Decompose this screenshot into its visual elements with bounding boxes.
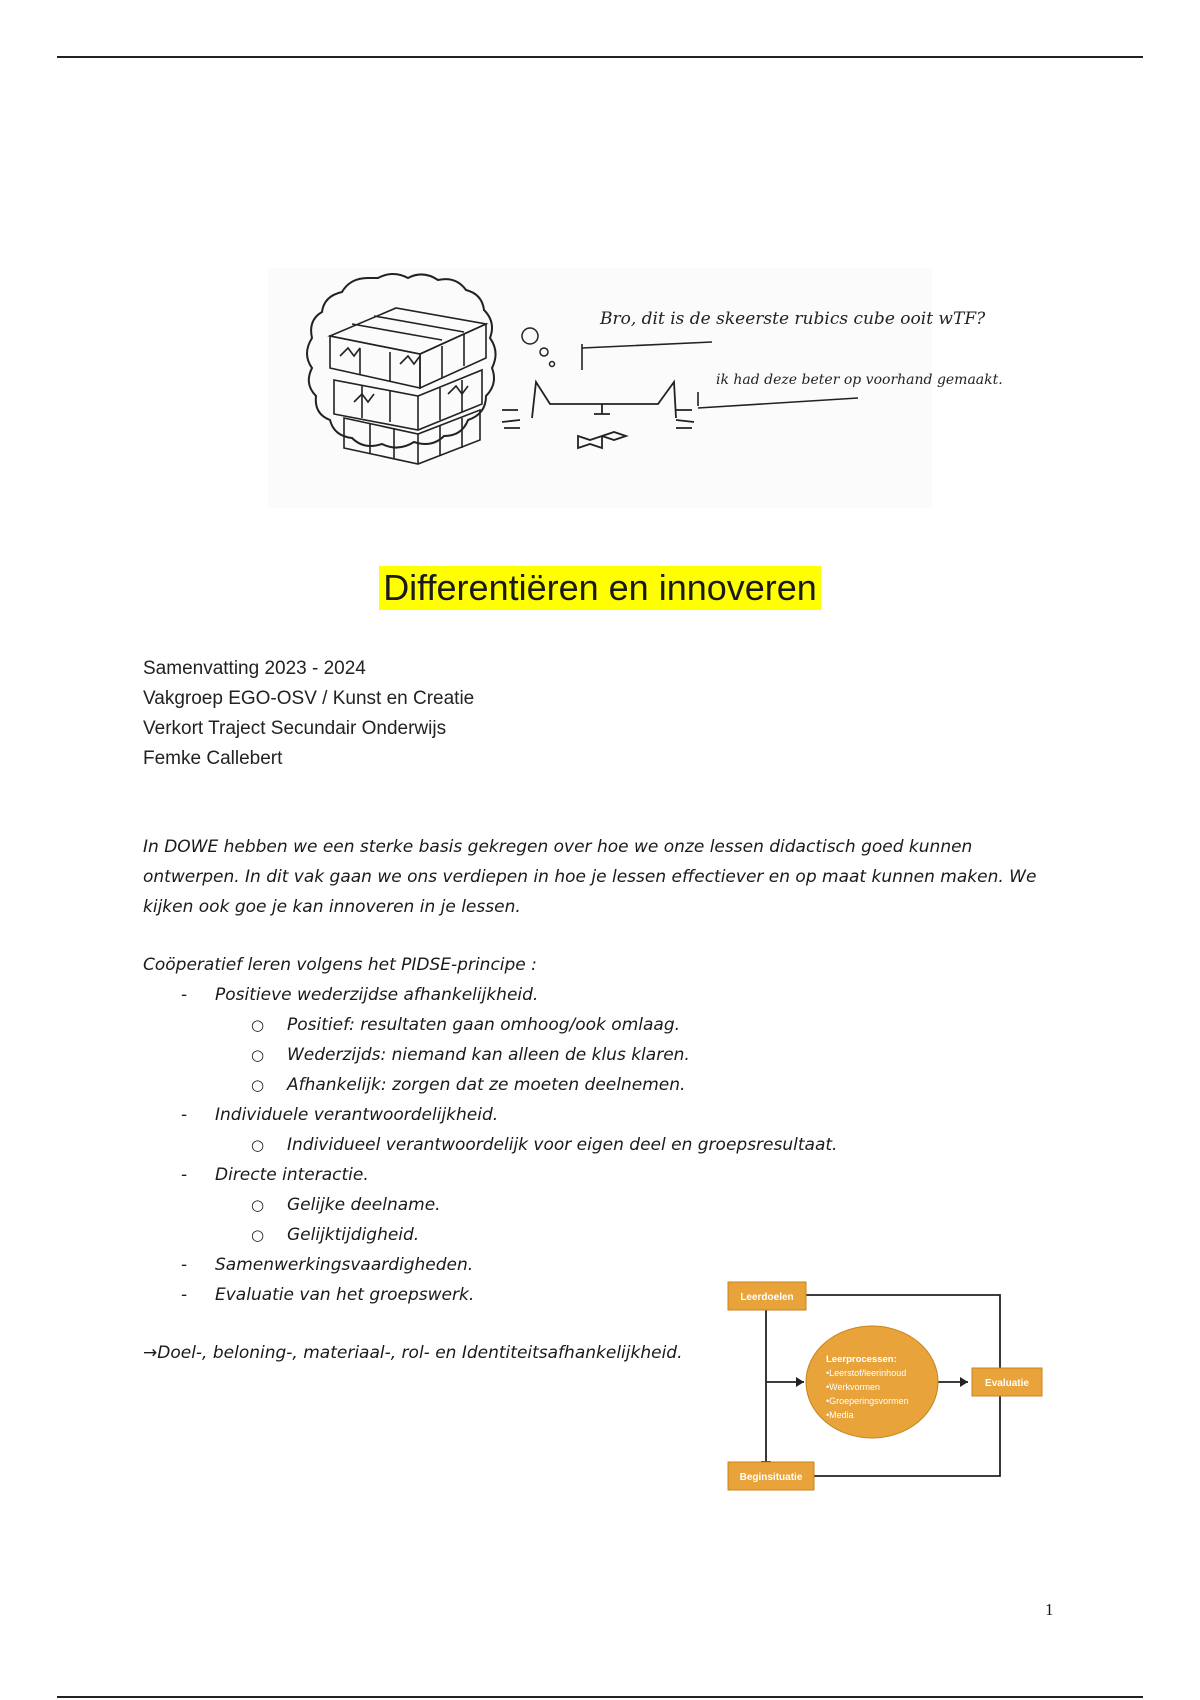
speech-bubble-2: ik had deze beter op voorhand gemaakt. <box>716 372 1003 388</box>
pidse-heading: Coöperatief leren volgens het PIDSE-principe : <box>143 955 537 975</box>
pidse-subitem: ○ Positief: resultaten gaan omhoog/ook omlaag. <box>215 1010 1043 1040</box>
pidse-item-label: Samenwerkingsvaardigheden. <box>215 1255 474 1275</box>
document-meta <box>143 654 474 774</box>
speech-bubble-1: Bro, dit is de skeerste rubics cube ooit wTF? <box>600 309 986 329</box>
circle-bullet-icon: ○ <box>251 1016 265 1034</box>
dash-bullet-icon: - <box>181 1165 188 1185</box>
dash-bullet-icon: - <box>181 985 188 1005</box>
meta-line: Samenvatting 2023 - 2024 <box>143 658 366 679</box>
intro-paragraph: In DOWE hebben we een sterke basis gekregen over hoe we onze lessen didactisch goed kunnen ontwerpen. In dit vak gaan we ons verdiepen in hoe je lessen effectiever en op maat kunnen maken. We kijken ook goe je kan innoveren in je lessen. <box>143 837 1037 917</box>
pidse-item-label: Directe interactie. <box>215 1165 369 1185</box>
bottom-rule <box>57 1696 1143 1698</box>
meta-line: Vakgroep EGO-OSV / Kunst en Creatie <box>143 688 475 709</box>
arrow-head-icon <box>796 1377 804 1387</box>
circle-bullet-icon: ○ <box>251 1226 265 1244</box>
pidse-sublist <box>215 1190 1043 1250</box>
evaluatie-label: Evaluatie <box>985 1378 1029 1389</box>
document-title: Differentiëren en innoveren <box>379 566 821 610</box>
meta-line: Femke Callebert <box>143 748 283 769</box>
top-rule <box>57 56 1143 58</box>
leerprocessen-item: •Media <box>826 1410 854 1420</box>
page-number: 1 <box>1045 1600 1054 1619</box>
meta-line: Verkort Traject Secundair Onderwijs <box>143 718 447 739</box>
pidse-list <box>143 980 1043 1310</box>
pidse-subitem: ○ Wederzijds: niemand kan alleen de klus klaren. <box>215 1040 1043 1070</box>
leerdoelen-label: Leerdoelen <box>740 1292 794 1303</box>
beginsituatie-label: Beginsituatie <box>739 1472 803 1483</box>
cartoon-illustration <box>268 268 1003 508</box>
dash-bullet-icon: - <box>181 1285 188 1305</box>
dash-bullet-icon: - <box>181 1105 188 1125</box>
didactic-model-diagram <box>728 1270 1048 1502</box>
pidse-subitem: ○ Gelijke deelname. <box>215 1190 1043 1220</box>
title-container <box>0 566 1200 610</box>
pidse-subitem: ○ Afhankelijk: zorgen dat ze moeten deelnemen. <box>215 1070 1043 1100</box>
pidse-subitem: ○ Gelijktijdigheid. <box>215 1220 1043 1250</box>
pidse-sublist <box>215 1130 1043 1160</box>
leerprocessen-item: •Leerstof/leerinhoud <box>826 1368 907 1378</box>
pidse-item-label: Individuele verantwoordelijkheid. <box>215 1105 499 1125</box>
circle-bullet-icon: ○ <box>251 1076 265 1094</box>
pidse-item-label: Evaluatie van het groepswerk. <box>215 1285 475 1305</box>
arrow-head-icon <box>960 1377 968 1387</box>
pidse-item <box>143 1100 1043 1160</box>
dash-bullet-icon: - <box>181 1255 188 1275</box>
pidse-item <box>143 980 1043 1100</box>
circle-bullet-icon: ○ <box>251 1196 265 1214</box>
arrow-right-icon: → <box>143 1343 158 1363</box>
pidse-subitem: ○ Individueel verantwoordelijk voor eigen deel en groepsresultaat. <box>215 1130 1043 1160</box>
circle-bullet-icon: ○ <box>251 1046 265 1064</box>
conclusion-text: Doel-, beloning-, materiaal-, rol- en Identiteitsafhankelijkheid. <box>157 1343 683 1363</box>
leerprocessen-item: •Werkvormen <box>826 1382 880 1392</box>
leerprocessen-title: Leerprocessen: <box>826 1354 897 1365</box>
pidse-sublist <box>215 1010 1043 1100</box>
pidse-item <box>143 1160 1043 1250</box>
pidse-item-label: Positieve wederzijdse afhankelijkheid. <box>215 985 539 1005</box>
leerprocessen-item: •Groeperingsvormen <box>826 1396 909 1406</box>
circle-bullet-icon: ○ <box>251 1136 265 1154</box>
